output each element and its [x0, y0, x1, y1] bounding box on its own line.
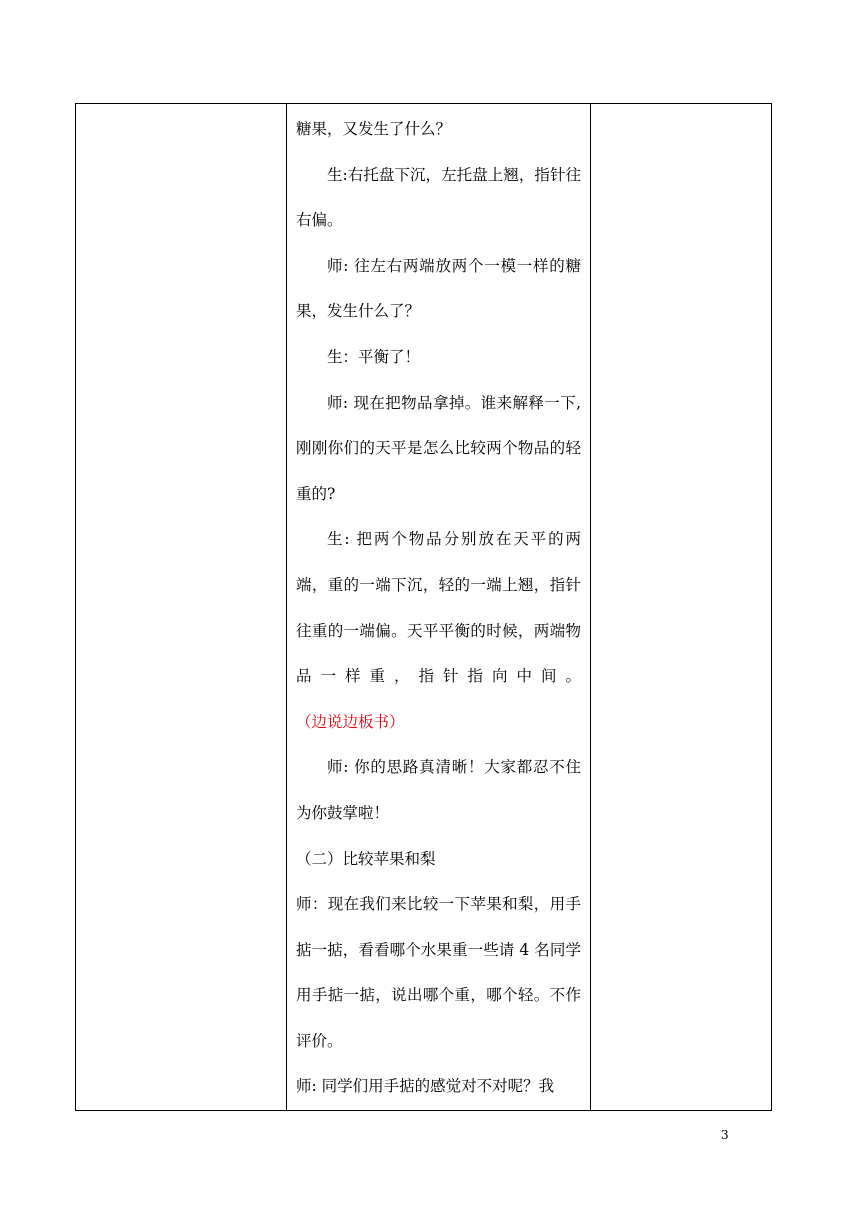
- right-column-cell: [591, 104, 772, 1111]
- table-row: [76, 104, 772, 1111]
- content-column-cell: [287, 104, 591, 1111]
- page-number: 3: [721, 1128, 729, 1142]
- lesson-content: [287, 107, 590, 1110]
- left-column-cell: [76, 104, 287, 1111]
- board-writing-note: （边说边板书）: [296, 712, 405, 731]
- paragraph-5: 师: 现在把物品拿掉。谁来解释一下, 刚刚你们的天平是怎么比较两个物品的轻重的?: [296, 393, 581, 503]
- paragraph-4: 生：平衡了！: [327, 347, 421, 366]
- section-heading: （二）比较苹果和梨: [296, 849, 436, 868]
- paragraph-6-text: 生: 把两个物品分别放在天平的两端，重的一端下沉，轻的一端上翘，指针往重的一端偏。天平平衡的时候，两端物品一样重，指针指向中间。: [296, 530, 581, 686]
- paragraph-2: 生:右托盘下沉，左托盘上翘，指针往右偏。: [296, 165, 581, 230]
- lesson-plan-table: [75, 103, 772, 1111]
- paragraph-1: 糖果，又发生了什么？: [296, 120, 452, 138]
- paragraph-3: 师: 往左右两端放两个一模一样的糖果，发生什么了？: [296, 256, 581, 321]
- paragraph-7: 师: 你的思路真清晰！大家都忍不住为你鼓掌啦！: [296, 758, 581, 822]
- paragraph-9: 师：现在我们来比较一下苹果和梨，用手掂一掂，看看哪个水果重一些请 4 名同学用手掂一掂，说出哪个重，哪个轻。不作评价。: [296, 895, 581, 1050]
- paragraph-10: 师: 同学们用手掂的感觉对不对呢？我: [296, 1077, 555, 1096]
- paragraph-6: [296, 517, 581, 745]
